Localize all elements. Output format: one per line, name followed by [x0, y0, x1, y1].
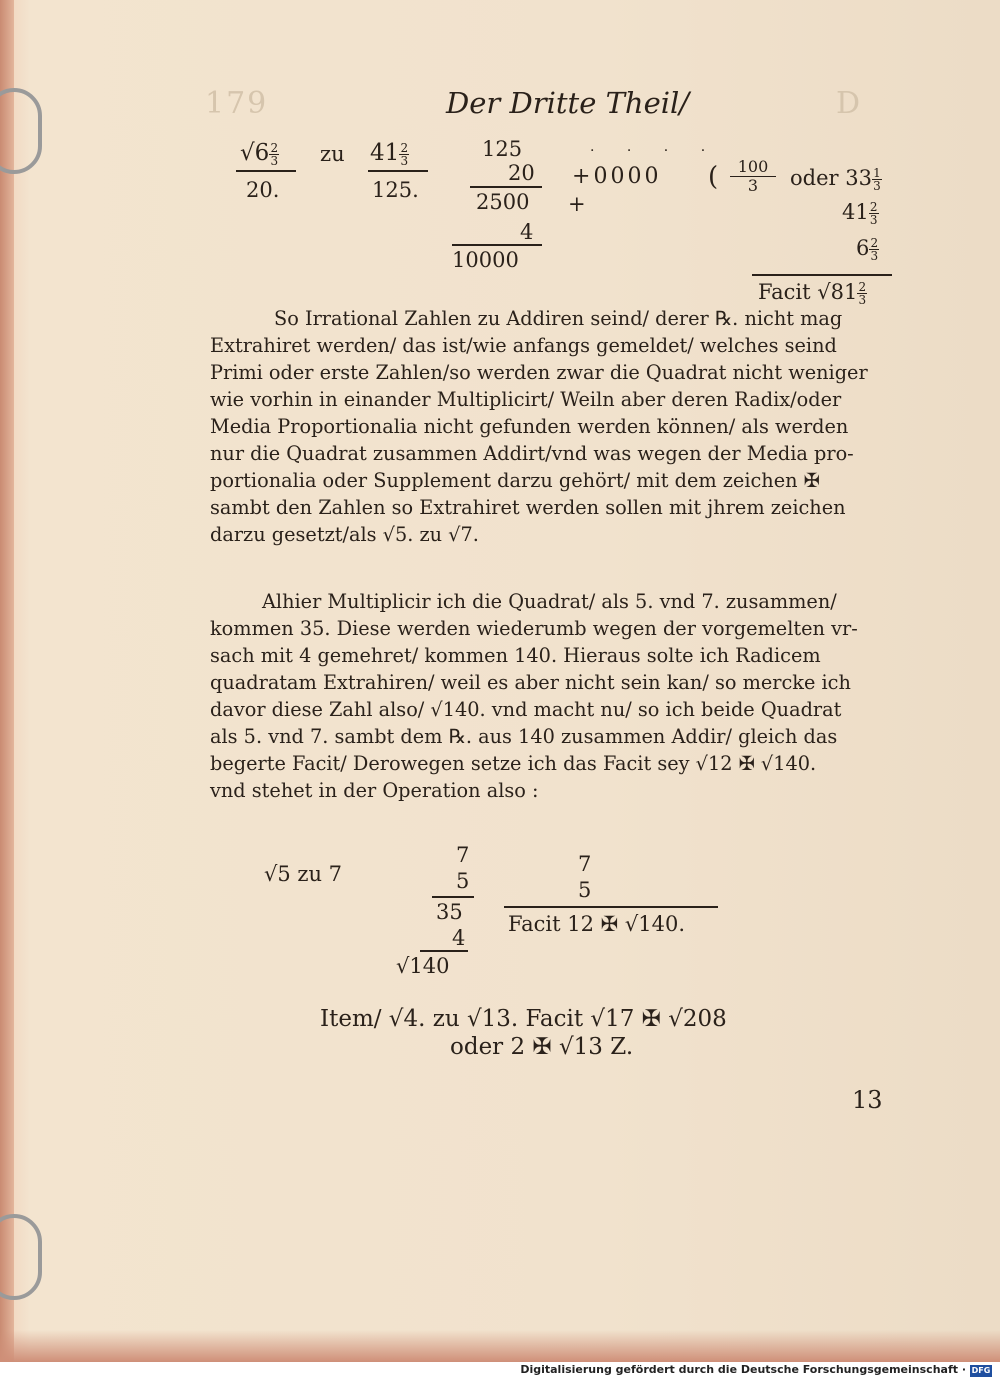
paragraph-irrational-addition [210, 305, 892, 548]
item-line-1: Item/ √4. zu √13. Facit √17 ✠ √208 [320, 1006, 727, 1032]
division-scratch: +0000 [572, 164, 662, 189]
example2-rule [504, 906, 718, 908]
show-through-page-number: 179 [205, 86, 269, 121]
text-line: davor diese Zahl also/ √140. vnd macht nu/ so ich beide Quadrat [210, 698, 842, 721]
text-line: begerte Facit/ Derowegen setze ich das Facit sey √12 ✠ √140. [210, 752, 817, 775]
sum-term: 6 $\frac{2}{3}$ [856, 236, 879, 263]
division-dots: · · · · [590, 143, 720, 159]
text-line: Alhier Multiplicir ich die Quadrat/ als 5. vnd 7. zusammen/ [262, 590, 837, 613]
text-line: vnd stehet in der Operation also : [210, 779, 539, 802]
text-line: sach mit 4 gemehret/ kommen 140. Hieraus solte ich Radicem [210, 644, 821, 667]
calc-20: 20 [508, 161, 535, 185]
text-line: Primi oder erste Zahlen/so werden zwar die Quadrat nicht weniger [210, 361, 868, 384]
calc-10000: 10000 [452, 248, 519, 272]
calc-rule [452, 244, 542, 246]
example2-rule [420, 950, 468, 952]
example2-label: √5 zu 7 [264, 862, 343, 886]
example2-col1-5: 5 [456, 869, 470, 893]
text-line: darzu gesetzt/als √5. zu √7. [210, 523, 479, 546]
facit-result: Facit √81 $\frac{2}{3}$ [758, 280, 867, 307]
under-value: 125. [372, 178, 419, 202]
second-term: 41 $\frac{2}{3}$ [370, 140, 409, 168]
fraction-rule [368, 170, 428, 172]
example2-col2-5: 5 [578, 878, 592, 902]
paragraph-multiplication [210, 588, 892, 804]
example2-col1-4: 4 [452, 926, 466, 950]
dfg-logo: DFG [971, 1366, 991, 1375]
result-paren: ( [708, 162, 719, 192]
page-number: 13 [852, 1086, 883, 1114]
fraction-rule [236, 170, 296, 172]
text-line: sambt den Zahlen so Extrahiret werden sollen mit jhrem zeichen [210, 496, 846, 519]
result-or: oder 33 $\frac{1}{3}$ [790, 166, 881, 193]
sqrt-term: √6 $\frac{2}{3}$ [240, 140, 279, 168]
binding-ring-top [0, 88, 42, 174]
footer-credit: Digitalisierung gefördert durch die Deutsche Forschungsgemeinschaft · [520, 1363, 966, 1376]
example2-rule [432, 896, 474, 898]
example2-facit: Facit 12 ✠ √140. [508, 912, 686, 936]
item-line-2: oder 2 ✠ √13 Z. [450, 1034, 634, 1060]
calc-125: 125 [482, 137, 523, 161]
page-bottom-edge [0, 1330, 1000, 1362]
calc-rule [470, 186, 542, 188]
calc-4: 4 [520, 220, 534, 244]
text-line: Extrahiret werden/ das ist/wie anfangs gemeldet/ welches seind [210, 334, 837, 357]
text-line: als 5. vnd 7. sambt dem ℞. aus 140 zusammen Addir/ gleich das [210, 725, 838, 748]
text-line: nur die Quadrat zusammen Addirt/vnd was wegen der Media pro- [210, 442, 854, 465]
text-line: So Irrational Zahlen zu Addiren seind/ derer ℞. nicht mag [274, 307, 843, 330]
text-line: wie vorhin in einander Multiplicirt/ Weiln aber deren Radix/oder [210, 388, 842, 411]
page-edge [0, 0, 14, 1362]
sum-rule [752, 274, 892, 276]
show-through-letter: D [836, 86, 861, 121]
text-line: kommen 35. Diese werden wiederumb wegen der vorgemelten vr- [210, 617, 858, 640]
example2-col1-7: 7 [456, 843, 470, 867]
result-fraction: 100 3 [730, 158, 776, 195]
footer-bar [0, 1362, 1000, 1380]
example2-col1-35: 35 [436, 900, 463, 924]
example2-col1-sqrt140: √140 [396, 954, 450, 978]
text-line: Media Proportionalia nicht gefunden werden können/ als werden [210, 415, 849, 438]
sum-term: 41 $\frac{2}{3}$ [842, 200, 878, 227]
example2-col2-7: 7 [578, 852, 592, 876]
binding-ring-bottom [0, 1214, 42, 1300]
calc-2500: 2500 [476, 190, 530, 214]
running-header: Der Dritte Theil/ [446, 86, 690, 120]
division-plus: + [568, 192, 586, 216]
text-line: quadratam Extrahiren/ weil es aber nicht sein kan/ so mercke ich [210, 671, 851, 694]
text-line: portionalia oder Supplement darzu gehört/ mit dem zeichen ✠ [210, 469, 820, 492]
connector-zu: zu [320, 142, 345, 166]
under-value: 20. [246, 178, 280, 202]
